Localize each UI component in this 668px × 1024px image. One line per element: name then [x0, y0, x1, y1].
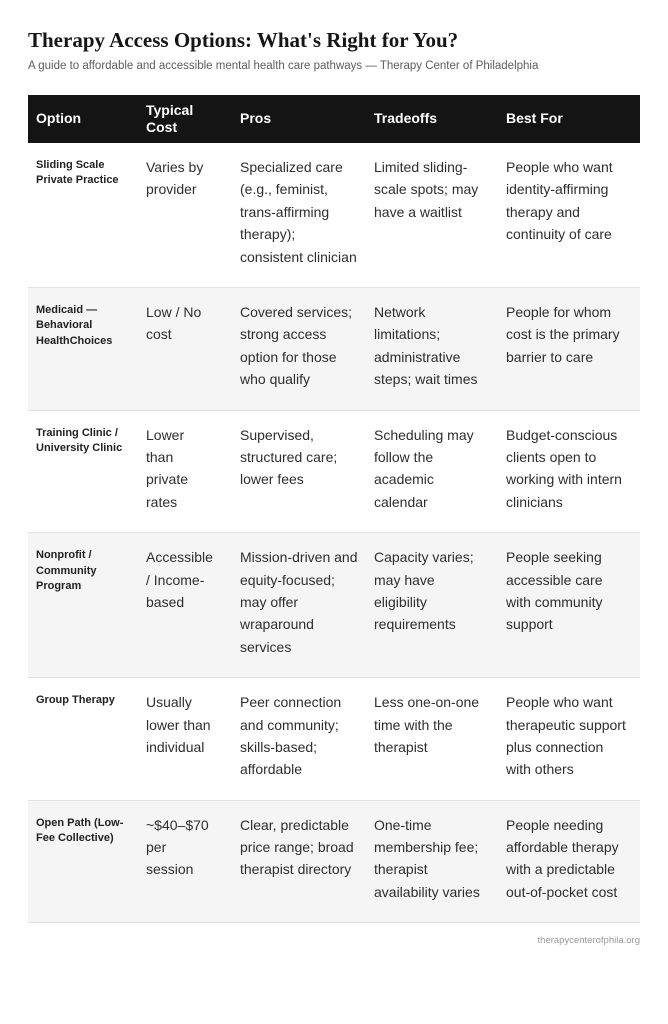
cell-option: Sliding Scale Private Practice — [36, 159, 119, 187]
table-row — [28, 288, 640, 411]
cell-cost: Usually lower than individual — [146, 694, 211, 755]
cell-option: Training Clinic / University Clinic — [36, 426, 123, 454]
cell-cost: Low / No cost — [146, 304, 202, 343]
table-row — [28, 800, 640, 923]
table-row — [28, 533, 640, 678]
cell-best-for: People needing affordable therapy with a predictable out-of-pocket cost — [506, 816, 619, 900]
cell-pros: Mission-driven and equity-focused; may offer wraparound services — [240, 549, 358, 655]
page-title: Therapy Access Options: What's Right for You? — [28, 28, 459, 52]
table-header-row — [28, 95, 640, 143]
cell-cost: Varies by provider — [146, 159, 204, 198]
cell-pros: Peer connection and community; skills-based; affordable — [240, 694, 342, 778]
cell-cost: ~$40–$70 per session — [146, 816, 209, 878]
column-header-option: Option — [28, 95, 146, 143]
cell-best-for: People seeking accessible care with community support — [506, 549, 603, 633]
cell-pros: Specialized care (e.g., feminist, trans-affirming therapy); consistent clinician — [240, 159, 357, 265]
cell-tradeoffs: Less one-on-one time with the therapist — [374, 694, 480, 755]
table-row — [28, 410, 640, 533]
cell-best-for: Budget-conscious clients open to working with intern clinicians — [506, 426, 622, 510]
table-row — [28, 143, 640, 287]
comparison-table — [28, 95, 640, 923]
cell-cost: Lower than private rates — [146, 426, 189, 510]
cell-best-for: People for whom cost is the primary barrier to care — [506, 304, 620, 365]
column-header-best-for: Best For — [506, 95, 640, 143]
table-row — [28, 678, 640, 801]
cell-option: Open Path (Low-Fee Collective) — [36, 816, 124, 845]
cell-tradeoffs: One-time membership fee; therapist availability varies — [374, 816, 480, 900]
cell-option: Medicaid — Behavioral HealthChoices — [36, 304, 113, 347]
cell-pros: Covered services; strong access option for those who qualify — [240, 304, 353, 388]
column-header-pros: Pros — [240, 95, 374, 143]
cell-best-for: People who want identity-affirming therapy and continuity of care — [506, 159, 613, 243]
cell-tradeoffs: Limited sliding-scale spots; may have a waitlist — [374, 159, 479, 220]
footer-domain: therapycenterofphila.org — [537, 935, 640, 947]
column-header-cost: Typical Cost — [146, 95, 240, 143]
cell-best-for: People who want therapeutic support plus connection with others — [506, 694, 626, 778]
cell-option: Group Therapy — [36, 694, 115, 707]
cell-pros: Supervised, structured care; lower fees — [240, 426, 338, 488]
column-header-tradeoffs: Tradeoffs — [374, 95, 506, 143]
cell-tradeoffs: Scheduling may follow the academic calendar — [374, 426, 474, 510]
cell-cost: Accessible / Income-based — [146, 549, 213, 610]
cell-tradeoffs: Capacity varies; may have eligibility requirements — [374, 549, 474, 633]
cell-tradeoffs: Network limitations; administrative steps; wait times — [374, 304, 478, 388]
page-subtitle: A guide to affordable and accessible mental health care pathways — Therapy Center of Philadelphia — [28, 60, 539, 73]
cell-pros: Clear, predictable price range; broad therapist directory — [240, 816, 354, 878]
cell-option: Nonprofit / Community Program — [36, 549, 97, 592]
